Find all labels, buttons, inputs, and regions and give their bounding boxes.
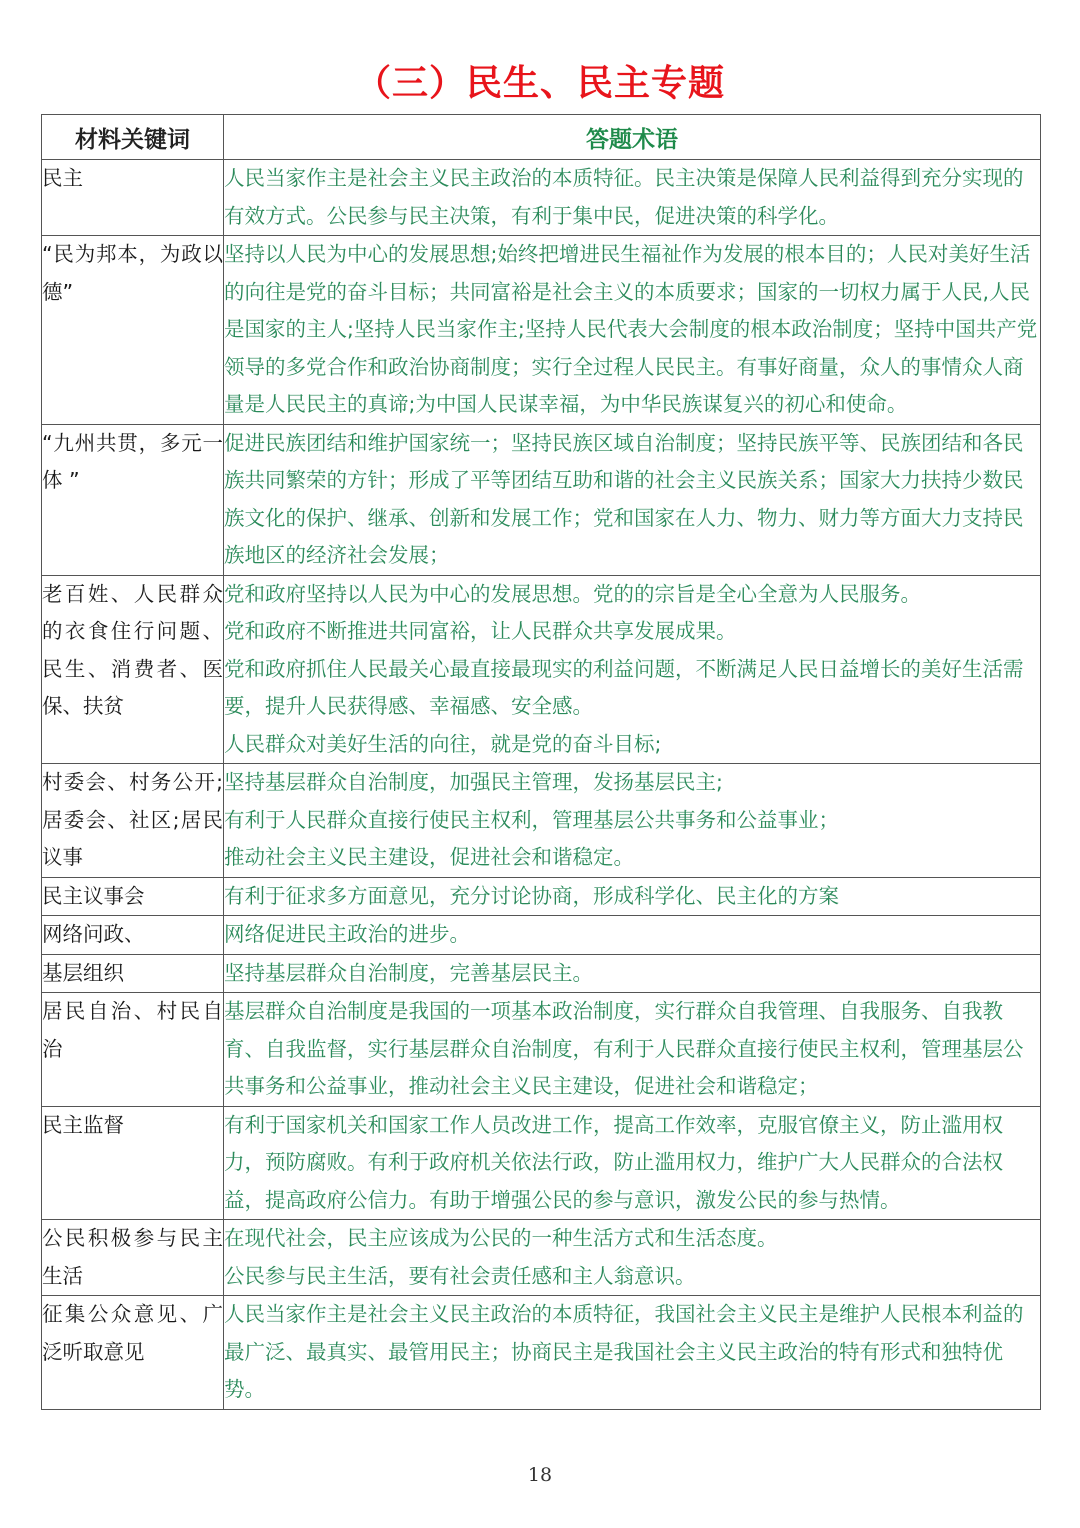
- answer-line: 公民参与民主生活，要有社会责任感和主人翁意识。: [224, 1263, 696, 1288]
- table-row: [42, 877, 1041, 916]
- table-row: [42, 1296, 1041, 1410]
- answer-cell: [224, 1220, 1041, 1296]
- answer-line: 推动社会主义民主建设，促进社会和谐稳定。: [224, 845, 634, 869]
- keyword-cell: “九州共贯，多元一体 ”: [42, 424, 224, 575]
- table-row: [42, 575, 1041, 764]
- table-row: [42, 1106, 1041, 1220]
- table-row: [42, 954, 1041, 993]
- table-row: [42, 764, 1041, 878]
- keyword-cell: 基层组织: [42, 954, 224, 993]
- answer-line: 促进民族团结和维护国家统一；坚持民族区域自治制度；坚持民族平等、民族团结和各民族共同繁荣的方针；形成了平等团结互助和谐的社会主义民族关系；国家大力扶持少数民族文化的保护、继承、创新和发展工作；党和国家在人力、物力、财力等方面大力支持民族地区的经济社会发展；: [224, 430, 1024, 567]
- answer-cell: [224, 575, 1041, 764]
- answer-line: 网络促进民主政治的进步。: [224, 922, 470, 946]
- table-header-row: [42, 115, 1041, 160]
- answer-cell: [224, 954, 1041, 993]
- answer-cell: [224, 877, 1041, 916]
- keyword-cell: 村委会、村务公开;居委会、社区;居民议事: [42, 764, 224, 878]
- answer-line: 在现代社会，民主应该成为公民的一种生活方式和生活态度。: [224, 1226, 778, 1250]
- answer-line: 党和政府不断推进共同富裕，让人民群众共享发展成果。: [224, 619, 737, 643]
- answer-line: 人民群众对美好生活的向往，就是党的奋斗目标;: [224, 731, 662, 756]
- keyword-cell: 老百姓、人民群众的衣食住行问题、民生、消费者、医保、扶贫: [42, 575, 224, 764]
- table-row: [42, 993, 1041, 1107]
- keyword-cell: 民主议事会: [42, 877, 224, 916]
- answer-cell: [224, 160, 1041, 236]
- page-title: （三）民生、民主专题: [354, 63, 725, 104]
- keyword-cell: 民主: [42, 160, 224, 236]
- answer-cell: [224, 1296, 1041, 1410]
- table-row: [42, 236, 1041, 425]
- answer-cell: [224, 236, 1041, 425]
- table-row: [42, 160, 1041, 236]
- answer-line: 党和政府抓住人民最关心最直接最现实的利益问题，不断满足人民日益增长的美好生活需要，提升人民获得感、幸福感、安全感。: [224, 656, 1024, 718]
- answer-line: 有利于人民群众直接行使民主权利，管理基层公共事务和公益事业；: [224, 807, 839, 832]
- keyword-column-header: 材料关键词: [42, 115, 224, 160]
- answer-cell: [224, 993, 1041, 1107]
- answer-cell: [224, 424, 1041, 575]
- answer-line: 有利于国家机关和国家工作人员改进工作，提高工作效率，克服官僚主义，防止滥用权力，预防腐败。有利于政府机关依法行政，防止滥用权力，维护广大人民群众的合法权益，提高政府公信力。有助于增强公民的参与意识，激发公民的参与热情。: [224, 1112, 1003, 1212]
- keyword-cell: “民为邦本，为政以德”: [42, 236, 224, 425]
- answer-line: 基层群众自治制度是我国的一项基本政治制度，实行群众自我管理、自我服务、自我教育、自我监督，实行基层群众自治制度，有利于人民群众直接行使民主权利，管理基层公共事务和公益事业，推动社会主义民主建设，促进社会和谐稳定；: [224, 999, 1024, 1098]
- table-body: [42, 160, 1041, 1410]
- answer-line: 坚持基层群众自治制度，加强民主管理，发扬基层民主;: [224, 770, 723, 794]
- table-row: [42, 1220, 1041, 1296]
- answer-line: 有利于征求多方面意见，充分讨论协商，形成科学化、民主化的方案: [224, 883, 839, 908]
- keyword-cell: 公民积极参与民主生活: [42, 1220, 224, 1296]
- table-row: [42, 916, 1041, 955]
- answer-column-header: 答题术语: [224, 115, 1041, 160]
- terms-table: [41, 114, 1041, 1410]
- table-row: [42, 424, 1041, 575]
- answer-cell: [224, 916, 1041, 955]
- answer-line: 人民当家作主是社会主义民主政治的本质特征，我国社会主义民主是维护人民根本利益的最广泛、最真实、最管用民主；协商民主是我国社会主义民主政治的特有形式和独特优势。: [224, 1302, 1024, 1401]
- answer-line: 党和政府坚持以人民为中心的发展思想。党的的宗旨是全心全意为人民服务。: [224, 581, 921, 606]
- keyword-cell: 民主监督: [42, 1106, 224, 1220]
- keyword-cell: 居民自治、村民自治: [42, 993, 224, 1107]
- keyword-cell: 征集公众意见、广泛听取意见: [42, 1296, 224, 1410]
- page-number: 18: [527, 1464, 553, 1486]
- answer-line: 坚持基层群众自治制度，完善基层民主。: [224, 960, 593, 985]
- keyword-cell: 网络问政、: [42, 916, 224, 955]
- answer-line: 人民当家作主是社会主义民主政治的本质特征。民主决策是保障人民利益得到充分实现的有效方式。公民参与民主决策，有利于集中民，促进决策的科学化。: [224, 166, 1024, 228]
- answer-line: 坚持以人民为中心的发展思想;始终把增进民生福祉作为发展的根本目的；人民对美好生活的向往是党的奋斗目标；共同富裕是社会主义的本质要求；国家的一切权力属于人民,人民是国家的主人;坚持人民当家作主;坚持人民代表大会制度的根本政治制度；坚持中国共产党领导的多党合作和政治协商制度；实行全过程人民民主。有事好商量，众人的事情众人商量是人民民主的真谛;为中国人民谋幸福，为中华民族谋复兴的初心和使命。: [224, 242, 1038, 416]
- answer-cell: [224, 1106, 1041, 1220]
- answer-cell: [224, 764, 1041, 878]
